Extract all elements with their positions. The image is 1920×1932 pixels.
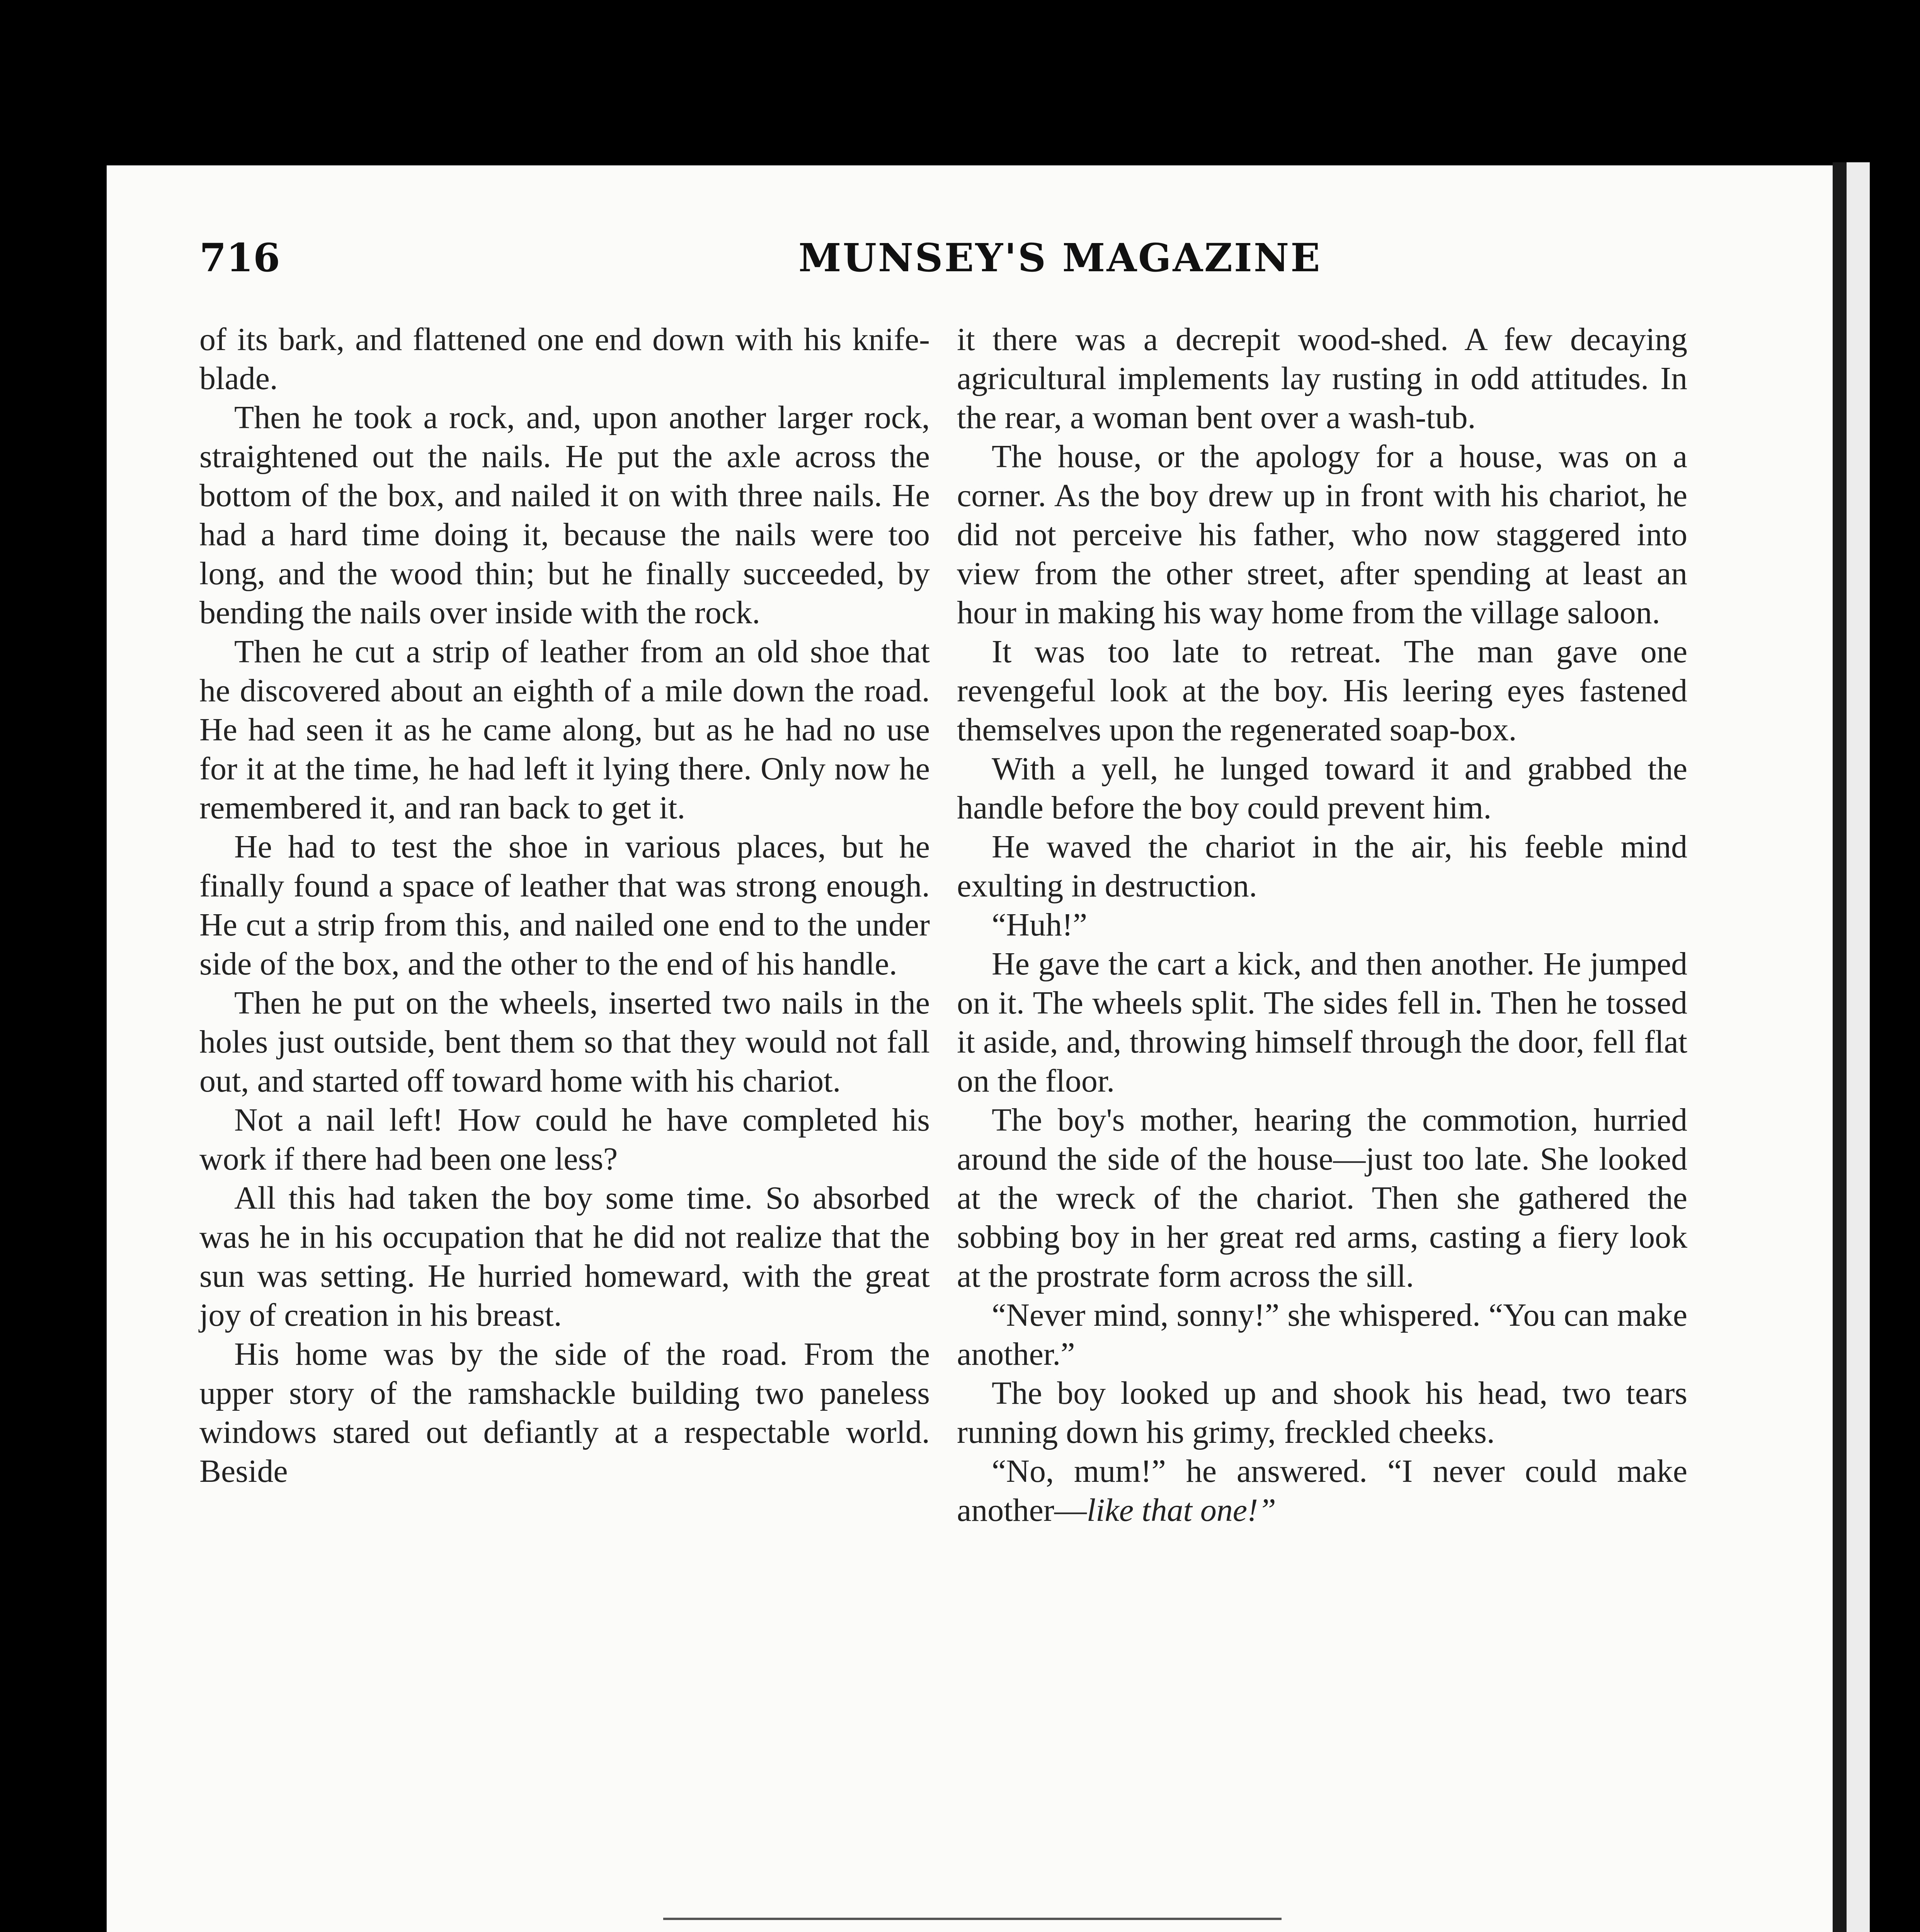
paragraph: “Never mind, sonny!” she whispered. “You can make another.” [957,1297,1687,1372]
magazine-title: MUNSEY'S MAGAZINE [798,235,1322,281]
paragraph: His home was by the side of the road. From the upper story of the ramshackle building two paneless windows stared out defiantly at a respectable world. Beside [199,1336,930,1489]
facing-page-edge [1847,162,1870,1932]
paragraph: He waved the chariot in the air, his feeble mind exulting in destruction. [957,829,1687,904]
paragraph: It was too late to retreat. The man gave one revengeful look at the boy. His leering eyes fastened themselves upon the regenerated soap-box. [957,634,1687,748]
magazine-page [107,165,1833,1932]
story1-column-right [957,320,1687,1530]
paragraph: of its bark, and flattened one end down with his knife-blade. [199,321,930,396]
section-divider [663,1918,1282,1920]
paragraph: Then he took a rock, and, upon another larger rock, straightened out the nails. He put the axle across the bottom of the box, and nailed it on with three nails. He had a hard time doing it, because the nails were too long, and the wood thin; but he finally succeeded, by bending the nails over inside with the rock. [199,400,930,631]
final-paragraph-text: “No, mum!” he answered. “I never could make another— [957,1453,1687,1528]
paragraph: He had to test the shoe in various places, but he finally found a space of leather that was strong enough. He cut a strip from this, and nailed one end to the under side of the box, and the other to the end of his handle. [199,829,930,982]
paragraph: “Huh!” [992,907,1088,943]
page-number: 716 [199,235,280,281]
paragraph: Then he put on the wheels, inserted two nails in the holes just outside, bent them so that they would not fall out, and started off toward home with his chariot. [199,985,930,1099]
paragraph: it there was a decrepit wood-shed. A few decaying agricultural implements lay rusting in odd attitudes. In the rear, a woman bent over a wash-tub. [957,321,1687,435]
story1-column-left [199,320,930,1491]
final-paragraph-italic: like that one!” [1086,1492,1276,1528]
paragraph: With a yell, he lunged toward it and grabbed the handle before the boy could prevent him. [957,751,1687,826]
paragraph: The boy looked up and shook his head, two tears running down his grimy, freckled cheeks. [957,1375,1687,1450]
binding-edge [1833,162,1847,1932]
final-paragraph [957,1452,1687,1530]
paragraph: All this had taken the boy some time. So absorbed was he in his occupation that he did not realize that the sun was setting. He hurried homeward, with the great joy of creation in his breast. [199,1180,930,1333]
paragraph: Not a nail left! How could he have completed his work if there had been one less? [199,1102,930,1177]
paragraph: The boy's mother, hearing the commotion, hurried around the side of the house—just too late. She looked at the wreck of the chariot. Then she gathered the sobbing boy in her great red arms, casting a fiery look at the prostrate form across the sill. [957,1102,1687,1294]
paragraph: He gave the cart a kick, and then another. He jumped on it. The wheels split. The sides fell in. Then he tossed it aside, and, throwing himself through the door, fell flat on the floor. [957,946,1687,1099]
paragraph: Then he cut a strip of leather from an old shoe that he discovered about an eighth of a mile down the road. He had seen it as he came along, but as he had no use for it at the time, he had left it lying there. Only now he remembered it, and ran back to get it. [199,634,930,826]
paragraph: The house, or the apology for a house, was on a corner. As the boy drew up in front with his chariot, he did not perceive his father, who now staggered into view from the other street, after spending at least an hour in making his way home from the village saloon. [957,439,1687,631]
